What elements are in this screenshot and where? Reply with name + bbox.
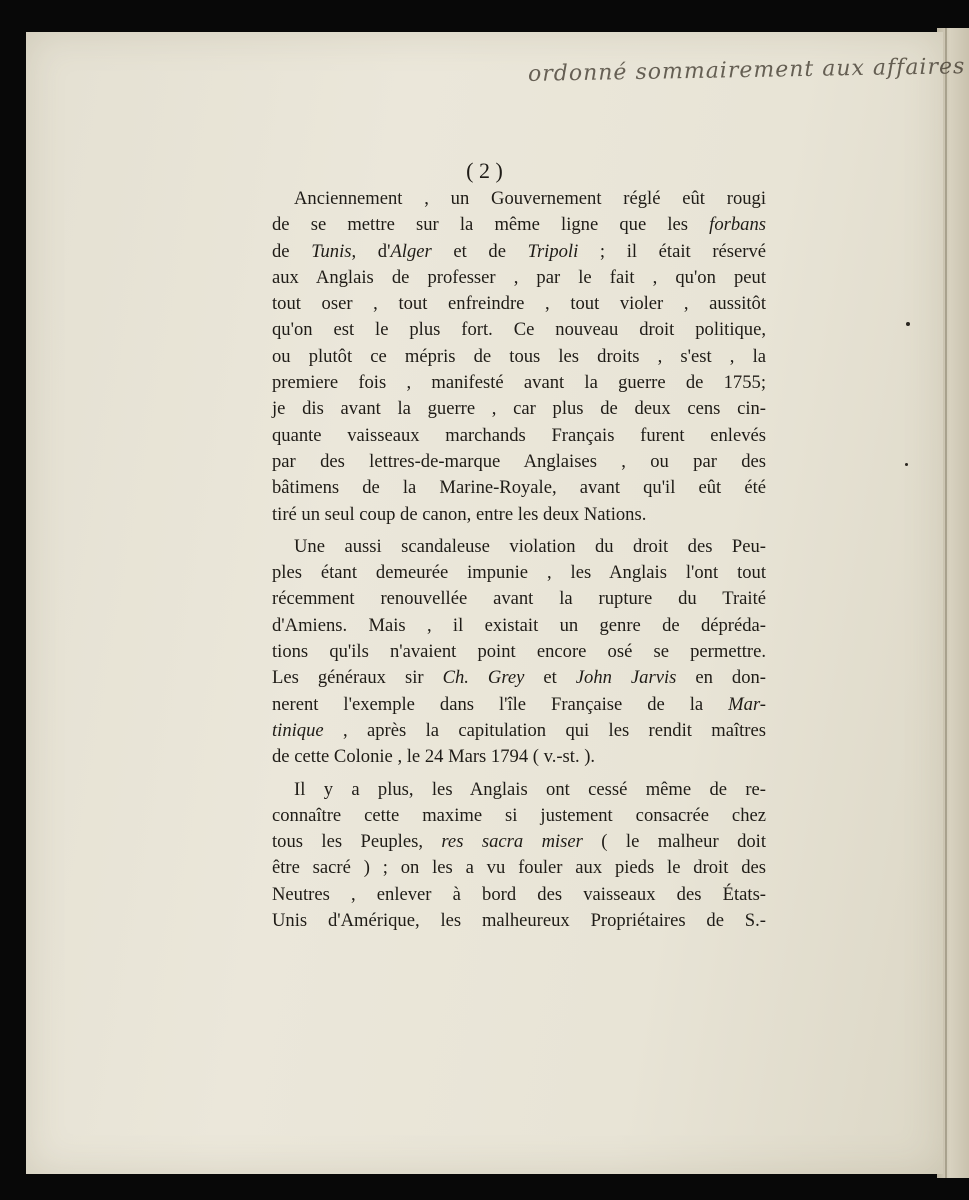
italic-term: John Jarvis [575,667,677,689]
handwritten-annotation: ordonné sommairement aux affaires [527,54,966,87]
italic-term: Tripoli [527,240,579,262]
text-line: par des lettres-de-marque Anglaises , ou par des [272,450,766,472]
text-line [272,718,766,744]
text-line [272,212,766,238]
page-number: ( 2 ) [466,158,503,183]
italic-term: tinique [272,719,324,741]
line-segment: Les généraux sir [272,667,443,689]
line-segment: ; il était réservé [578,240,766,262]
text-line: être sacré ) ; on les a vu fouler aux pieds le droit des [272,857,766,879]
italic-term: forbans [709,214,766,236]
paper-speck [905,463,908,466]
text-line [272,239,766,265]
text-line [272,186,766,212]
line-segment: , après la capitulation qui les rendit maîtres [323,719,766,741]
italic-term: res sacra miser [441,831,583,853]
text-line: tions qu'ils n'avaient point encore osé se permettre. [272,641,766,663]
text-line: tiré un seul coup de canon, entre les deux Nations. [272,503,647,525]
text-line: Il y a plus, les Anglais ont cessé même de re- [294,778,766,800]
italic-term: Ch. Grey [442,667,525,689]
text-line: Une aussi scandaleuse violation du droit des Peu- [294,535,766,557]
line-segment: ( le malheur doit [582,831,766,853]
page-edge-line [945,28,947,1178]
text-line: aux Anglais de professer , par le fait , qu'on peut [272,266,766,288]
italic-term: Mar- [728,693,766,715]
line-segment: de se mettre sur la même ligne que les [272,214,710,236]
text-line: bâtimens de la Marine-Royale, avant qu'il eût été [272,477,766,499]
text-line: tout oser , tout enfreindre , tout violer , aussitôt [272,293,766,315]
text-line [272,692,766,718]
line-segment: en don- [676,667,766,689]
body-text [272,186,766,934]
text-line [272,829,766,855]
line-segment: , d' [351,240,391,262]
text-line: connaître cette maxime si justement consacrée chez [272,804,766,826]
italic-term: Alger [390,240,432,262]
text-line: d'Amiens. Mais , il existait un genre de dépréda- [272,614,766,636]
line-segment: nerent l'exemple dans l'île Française de la [272,693,729,715]
italic-term: Tunis [311,240,352,262]
text-line: Unis d'Amérique, les malheureux Propriétaires de S.- [272,910,766,932]
text-line: ou plutôt ce mépris de tous les droits , s'est , la [272,345,766,367]
paper-speck [906,322,910,326]
line-segment: Anciennement , un Gouvernement réglé eût rougi [294,188,766,209]
line-segment: et [524,667,576,689]
text-line: de cette Colonie , le 24 Mars 1794 ( v.-st. ). [272,746,596,768]
text-line: quante vaisseaux marchands Français furent enlevés [272,424,766,446]
text-line: récemment renouvellée avant la rupture du Traité [272,588,766,610]
line-segment: tous les Peuples, [272,831,442,853]
line-segment: de [272,240,312,262]
text-line: Neutres , enlever à bord des vaisseaux des États- [272,883,766,905]
text-line: je dis avant la guerre , car plus de deux cens cin- [272,398,766,420]
text-line: ples étant demeurée impunie , les Anglais l'ont tout [272,562,766,584]
text-line: qu'on est le plus fort. Ce nouveau droit politique, [272,319,766,341]
line-segment: et de [431,240,528,262]
text-line [272,665,766,691]
text-line: premiere fois , manifesté avant la guerre de 1755; [272,372,766,394]
